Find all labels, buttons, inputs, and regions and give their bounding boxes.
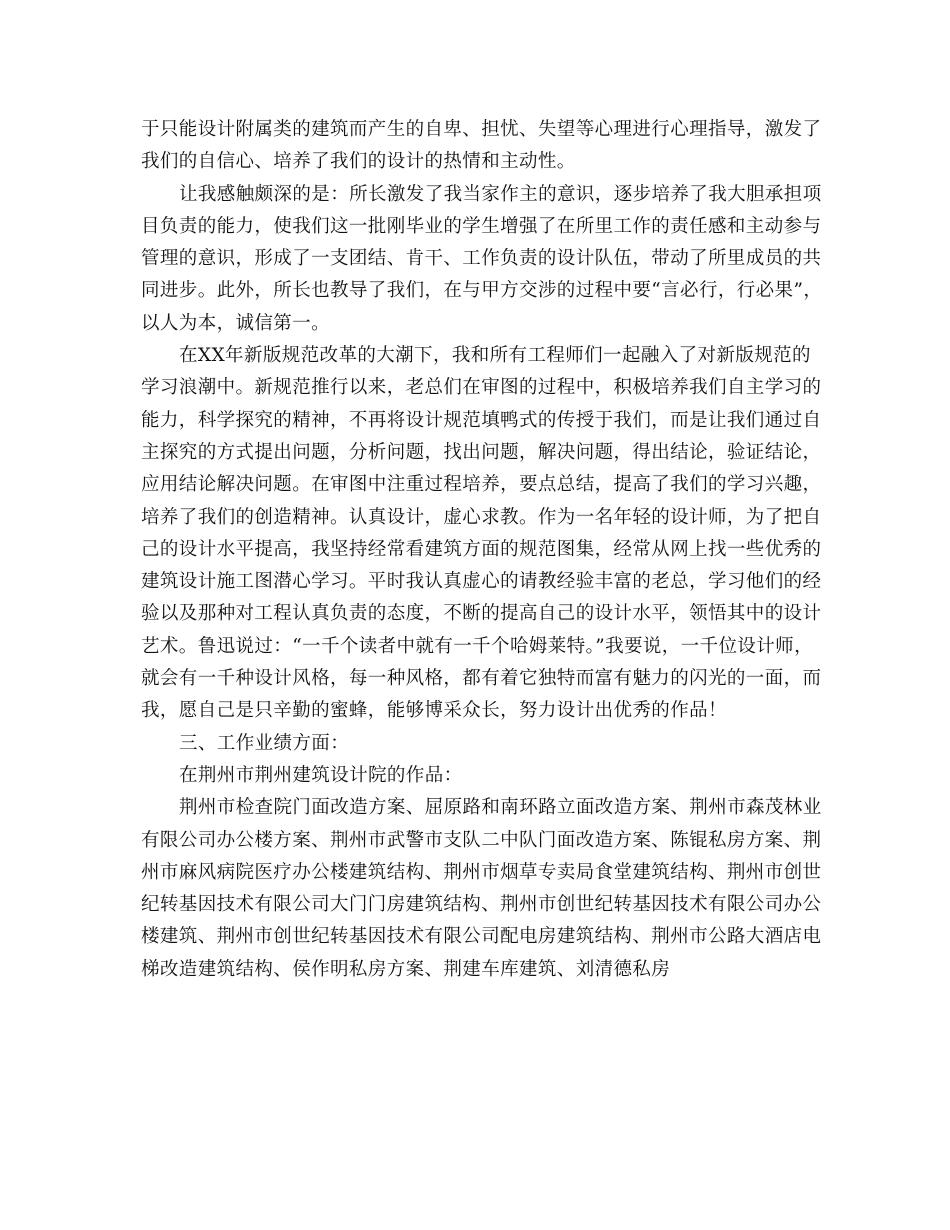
text-line: 就会有一千种设计风格，每一种风格，都有着它独特而富有魅力的闪光的一面，而 (141, 668, 822, 690)
text-line: 以人为本，诚信第一。 (141, 312, 331, 334)
paragraph-first-line: 荆州市检查院门面改造方案、屈原路和南环路立面改造方案、荆州市森茂林业 (179, 797, 822, 819)
text-line: 艺术。鲁迅说过：“一千个读者中就有一千个哈姆莱特。”我要说，一千位设计师， (141, 635, 813, 657)
text-line: 学习浪潮中。新规范推行以来，老总们在审图的过程中，积极培养我们自主学习的 (141, 377, 822, 399)
paragraph-first-line: 让我感触颇深的是：所长激发了我当家作主的意识，逐步培养了我大胆承担项 (179, 183, 822, 205)
text-line: 主探究的方式提出问题，分析问题，找出问题，解决问题，得出结论，验证结论， (141, 441, 822, 463)
text-line: 能力，科学探究的精神，不再将设计规范填鸭式的传授于我们，而是让我们通过自 (141, 409, 822, 431)
text-line: 纪转基因技术有限公司大门门房建筑结构、荆州市创世纪转基因技术有限公司办公 (141, 894, 822, 916)
text-line: 己的设计水平提高，我坚持经常看建筑方面的规范图集，经常从网上找一些优秀的 (141, 538, 822, 560)
text-line: 楼建筑、荆州市创世纪转基因技术有限公司配电房建筑结构、荆州市公路大酒店电 (141, 926, 822, 948)
text-line: 建筑设计施工图潜心学习。平时我认真虚心的请教经验丰富的老总，学习他们的经 (141, 571, 822, 593)
text-line: 管理的意识，形成了一支团结、肯干、工作负责的设计队伍，带动了所里成员的共 (141, 248, 822, 270)
text-line: 我，愿自己是只辛勤的蜜蜂，能够博采众长，努力设计出优秀的作品！ (141, 700, 727, 722)
text-line: 于只能设计附属类的建筑而产生的自卑、担忧、失望等心理进行心理指导，激发了 (141, 119, 822, 140)
section-heading: 三、工作业绩方面： (179, 732, 350, 754)
text-line: 验以及那种对工程认真负责的态度，不断的提高自己的设计水平，领悟其中的设计 (141, 603, 822, 625)
paragraph-first-line: 在荆州市荆州建筑设计院的作品： (179, 764, 463, 786)
text-line: 同进步。此外，所长也教导了我们，在与甲方交涉的过程中要“言必行，行必果”， (141, 280, 823, 302)
text-line: 州市麻风病院医疗办公楼建筑结构、荆州市烟草专卖局食堂建筑结构、荆州市创世 (141, 861, 822, 883)
text-line: 有限公司办公楼方案、荆州市武警市支队二中队门面改造方案、陈锟私房方案、荆 (141, 829, 822, 851)
text-line: 应用结论解决问题。在审图中注重过程培养，要点总结，提高了我们的学习兴趣， (141, 474, 822, 496)
text-line: 梯改造建筑结构、侯作明私房方案、荆建车库建筑、刘清德私房 (141, 958, 671, 980)
text-line: 培养了我们的创造精神。认真设计，虚心求教。作为一名年轻的设计师，为了把自 (141, 506, 822, 528)
text-line: 我们的自信心、培养了我们的设计的热情和主动性。 (141, 151, 576, 173)
paragraph-first-line: 在XX年新版规范改革的大潮下，我和所有工程师们一起融入了对新版规范的 (179, 345, 811, 367)
document-body (141, 114, 821, 986)
text-line: 目负责的能力，使我们这一批刚毕业的学生增强了在所里工作的责任感和主动参与 (141, 215, 822, 237)
